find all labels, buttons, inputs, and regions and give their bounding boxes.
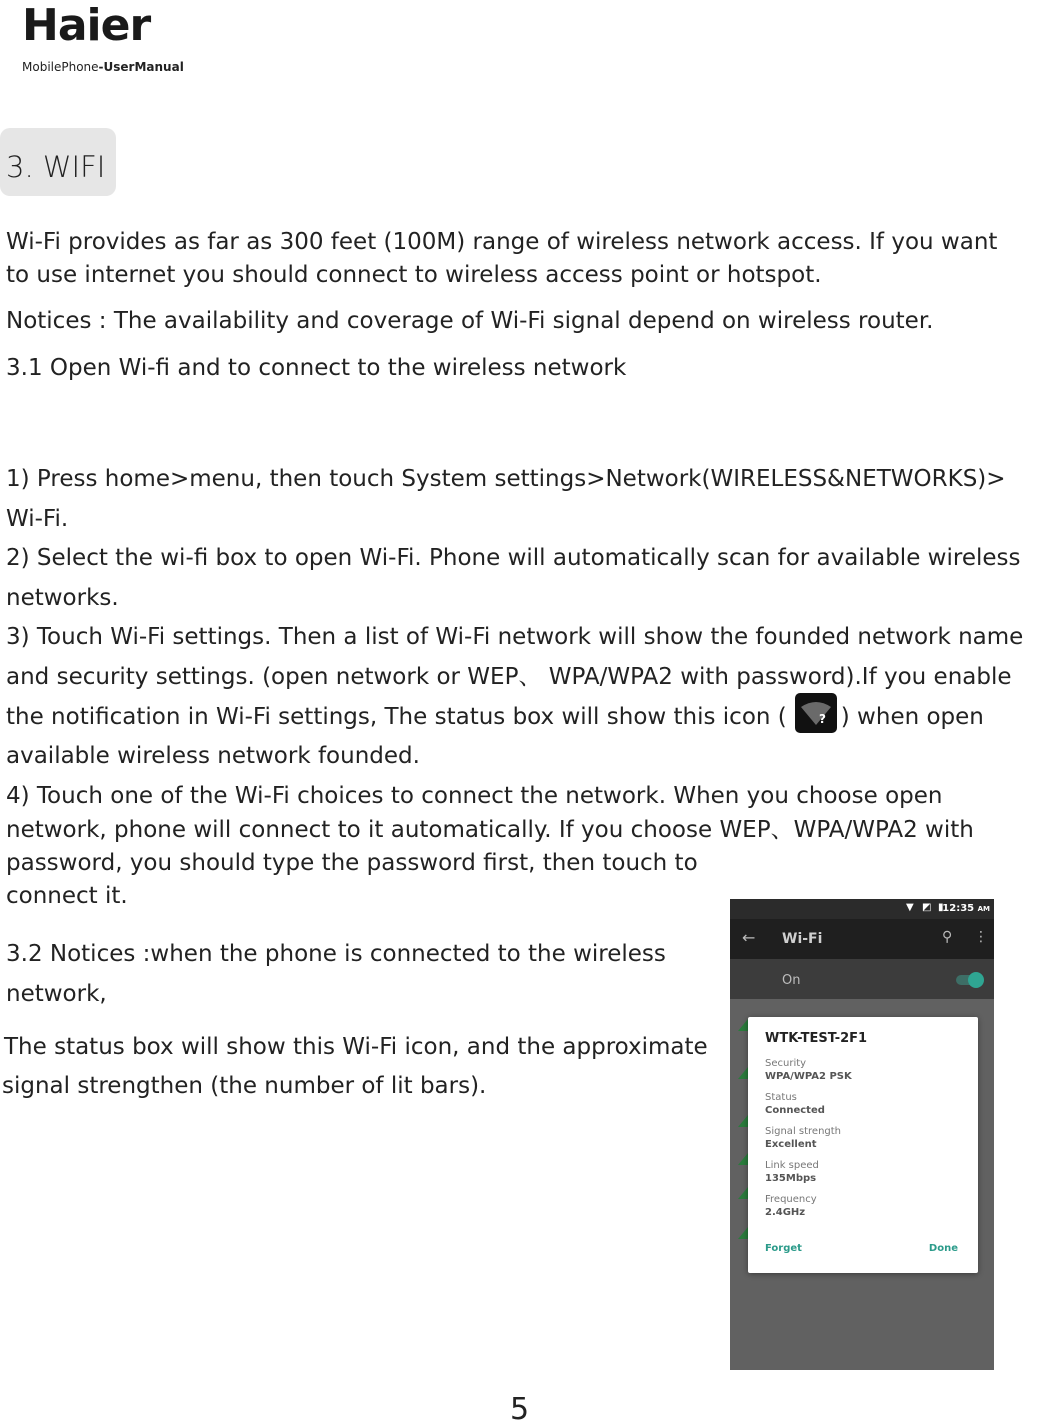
wifi-toggle-switch[interactable] [956,975,982,985]
step-3-line-4: available wireless network founded. [6,743,420,769]
step-1-line-1: 1) Press home>menu, then touch System settings>Network(WIRELESS&NETWORKS)> [6,466,1006,492]
step-4-line-3: password, you should type the password first, then touch to [6,850,698,876]
security-value: WPA/WPA2 PSK [765,1071,852,1082]
status-icon-text-line-2: signal strengthen (the number of lit bars). [2,1073,487,1099]
step-3-line-2: and security settings. (open network or WEP、 WPA/WPA2 with password).If you enable [6,664,1012,690]
status-time-value: 12:35 [942,903,975,914]
subtitle-suffix: -UserManual [98,60,184,74]
search-icon[interactable]: ⚲ [942,929,953,945]
manual-subtitle [22,60,184,74]
security-label: Security [765,1058,807,1069]
signal-icon [738,1153,748,1165]
signal-icon [738,1115,748,1127]
step-4-line-2: network, phone will connect to it automatically. If you choose WEP、WPA/WPA2 with [6,817,974,843]
phone-screenshot [730,899,994,1370]
svg-text:?: ? [818,711,826,725]
subsection-3-1: 3.1 Open Wi-fi and to connect to the wireless network [6,355,627,381]
step-3-line-1: 3) Touch Wi-Fi settings. Then a list of Wi-Fi network will show the founded network name [6,624,1024,650]
step-3-line-3-after: ) when open [840,704,984,730]
status-time [942,903,990,914]
signal-icon [738,1227,748,1239]
wifi-status-icon: ▼ [906,902,914,913]
wifi-on-label: On [782,973,801,988]
signal-icon [738,1067,748,1079]
signal-strength-label: Signal strength [765,1126,842,1137]
forget-button[interactable]: Forget [765,1243,802,1254]
step-3-line-3 [6,701,984,734]
step-3-line-3-before: the notification in Wi-Fi settings, The status box will show this icon ( [6,704,787,730]
signal-icon [738,1019,748,1031]
page-number: 5 [510,1392,530,1427]
toggle-knob [968,972,984,988]
more-options-icon[interactable]: ⋮ [974,929,988,945]
brand-logo: Haier [22,0,151,51]
signal-strength-value: Excellent [765,1139,817,1150]
status-time-ampm: AM [977,905,990,913]
status-value: Connected [765,1105,825,1116]
frequency-value: 2.4GHz [765,1207,806,1218]
phone-screen-title: Wi-Fi [782,931,823,947]
intro-line-2: to use internet you should connect to wireless access point or hotspot. [6,262,822,288]
step-4-line-1: 4) Touch one of the Wi-Fi choices to connect the network. When you choose open [6,783,943,809]
wifi-toggle-row[interactable] [730,959,994,999]
step-2-line-2: networks. [6,585,119,611]
signal-icon [738,1187,748,1199]
battery-icon: ▮ [938,902,944,913]
done-button[interactable]: Done [928,1243,958,1254]
status-label: Status [765,1092,797,1103]
step-4-line-4: connect it. [6,883,128,909]
subtitle-prefix: MobilePhone [22,60,99,74]
section-title: 3. WIFI [6,150,106,184]
step-1-line-2: Wi-Fi. [6,506,69,532]
subsection-3-2-line-1: 3.2 Notices :when the phone is connected to the wireless [6,941,666,967]
phone-app-bar [730,919,994,959]
link-speed-label: Link speed [765,1160,819,1171]
step-2-line-1: 2) Select the wi-fi box to open Wi-Fi. Phone will automatically scan for available wireless [6,545,1021,571]
network-details-dialog [748,1017,978,1273]
phone-status-bar [730,899,994,919]
no-sim-icon: ◩ [922,902,932,913]
dialog-network-name: WTK-TEST-2F1 [765,1031,868,1046]
frequency-label: Frequency [765,1194,817,1205]
back-arrow-icon[interactable]: ← [742,928,756,947]
intro-line-1: Wi-Fi provides as far as 300 feet (100M) range of wireless network access. If you want [6,229,998,255]
wifi-question-icon [795,693,837,733]
subsection-3-2-line-2: network, [6,981,107,1007]
status-icon-text-line-1: The status box will show this Wi-Fi icon, and the approximate [4,1034,708,1060]
notice-line: Notices : The availability and coverage of Wi-Fi signal depend on wireless router. [6,308,934,334]
link-speed-value: 135Mbps [765,1173,817,1184]
